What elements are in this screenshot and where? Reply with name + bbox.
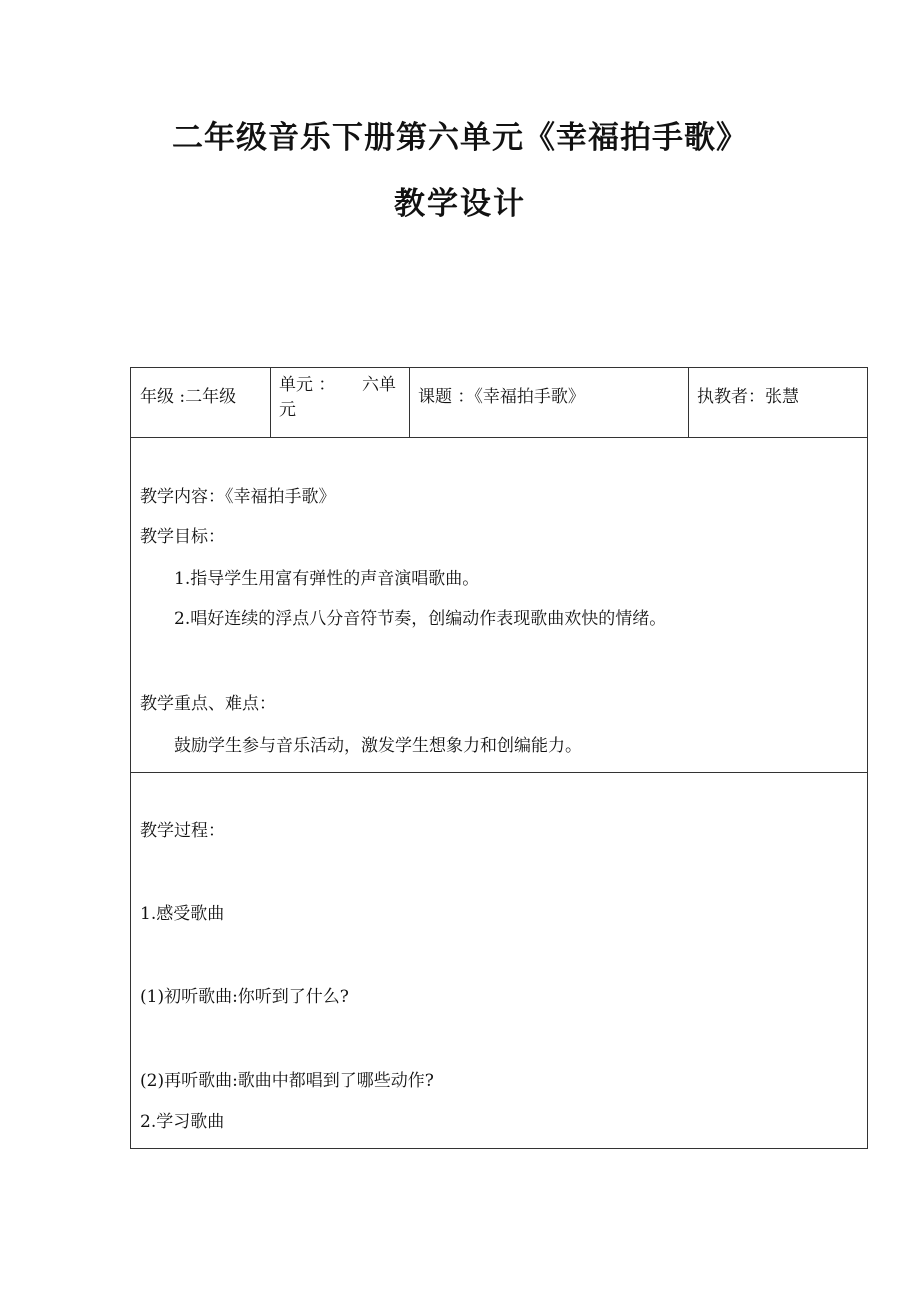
teaching-content: 教学内容：《幸福拍手歌》 — [140, 487, 336, 507]
teacher-cell: 执教者：张慧 — [697, 387, 799, 407]
process-step-1: 1.感受歌曲 — [140, 904, 225, 924]
goals-heading: 教学目标： — [140, 527, 225, 547]
lesson-plan-table — [130, 367, 868, 1149]
row-divider-section — [131, 772, 867, 773]
header-divider-1 — [270, 368, 271, 437]
process-step-1b: (2)再听歌曲:歌曲中都唱到了哪些动作? — [140, 1071, 434, 1091]
key-points-text: 鼓励学生参与音乐活动，激发学生想象力和创编能力。 — [174, 736, 582, 756]
header-divider-3 — [688, 368, 689, 437]
key-points-heading: 教学重点、难点： — [140, 694, 276, 714]
unit-label: 单元 ： — [279, 375, 336, 395]
unit-value-wrap: 元 — [279, 400, 296, 420]
goal-item-2: 2.唱好连续的浮点八分音符节奏，创编动作表现歌曲欢快的情绪。 — [174, 609, 667, 629]
header-divider-2 — [409, 368, 410, 437]
unit-value: 六单 — [362, 375, 396, 395]
topic-cell: 课题 ：《幸福拍手歌》 — [418, 387, 585, 407]
process-step-1a: (1)初听歌曲:你听到了什么? — [140, 987, 349, 1007]
document-title-line2: 教学设计 — [394, 186, 526, 222]
document-title-line1: 二年级音乐下册第六单元《幸福拍手歌》 — [172, 120, 748, 156]
goal-item-1: 1.指导学生用富有弹性的声音演唱歌曲。 — [174, 569, 480, 589]
row-divider-header — [131, 437, 867, 438]
process-heading: 教学过程： — [140, 821, 225, 841]
grade-cell: 年级 :二年级 — [140, 387, 237, 407]
process-step-2: 2.学习歌曲 — [140, 1112, 225, 1132]
